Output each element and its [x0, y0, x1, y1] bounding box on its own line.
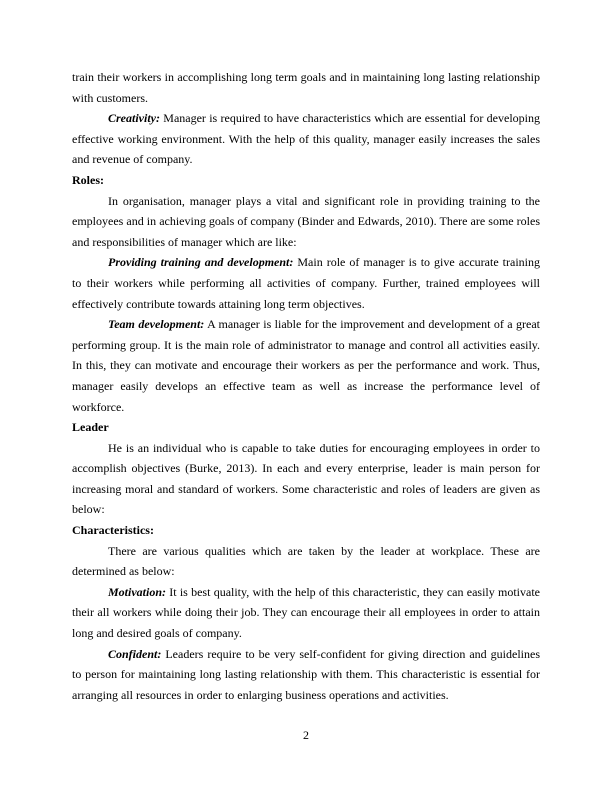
term-label: Confident: [108, 646, 162, 661]
paragraph-creativity [72, 108, 540, 170]
paragraph-continued [72, 67, 540, 108]
paragraph-text: Leaders require to be very self-confident for giving direction and guidelines to person for maintaining long lasting relationship with them. This characteristic is essential for arranging all resources in order to enlarging business operations and activities. [72, 646, 540, 702]
paragraph-text: It is best quality, with the help of this characteristic, they can easily motivate their all workers while doing their job. They can encourage their all employees in order to attain long and desired goals of company. [72, 584, 540, 641]
paragraph-text: Manager is required to have characteristics which are essential for developing effective working environment. With the help of this quality, manager easily increases the sales and revenue of company. [72, 111, 540, 167]
paragraph-text: He is an individual who is capable to take duties for encouraging employees in order to accomplish objectives (Burke, 2013). In each and every enterprise, leader is main person for increasing moral and standard of workers. Some characteristic and roles of leaders are given as below: [72, 440, 540, 517]
paragraph-team-development [72, 314, 540, 417]
paragraph-characteristics-intro [72, 541, 540, 582]
paragraph-text: A manager is liable for the improvement and development of a great performing group. It is the main role of administrator to manage and control all activities easily. In this, they can motivate and encourage their workers as per the performance and work. Thus, manager easily develops an effective team as well as increase the performance level of workforce. [72, 317, 540, 414]
term-label: Creativity: [108, 111, 160, 126]
page-number: 2 [303, 728, 309, 742]
term-label: Team development: [108, 317, 205, 332]
section-heading-roles: Roles: [72, 172, 104, 187]
section-heading-leader: Leader [72, 420, 109, 435]
paragraph-motivation [72, 582, 540, 644]
term-label: Providing training and development: [108, 255, 294, 270]
section-heading-characteristics: Characteristics: [72, 523, 154, 538]
document-page [72, 67, 540, 705]
paragraph-leader-intro [72, 438, 540, 520]
paragraph-training [72, 252, 540, 314]
paragraph-text: Main role of manager is to give accurate training to their workers while performing all activities of company. Further, trained employees will effectively contribute towards attaining long term objectives. [72, 255, 540, 311]
term-label: Motivation: [108, 584, 167, 599]
paragraph-text: In organisation, manager plays a vital and significant role in providing training to the employees and in achieving goals of company (Binder and Edwards, 2010). There are some roles and responsibilities of manager which are like: [72, 193, 540, 249]
paragraph-text: train their workers in accomplishing long term goals and in maintaining long lasting relationship with customers. [72, 70, 540, 105]
paragraph-confident [72, 644, 540, 706]
paragraph-text: There are various qualities which are taken by the leader at workplace. These are determined as below: [72, 543, 540, 579]
paragraph-roles-intro [72, 191, 540, 253]
